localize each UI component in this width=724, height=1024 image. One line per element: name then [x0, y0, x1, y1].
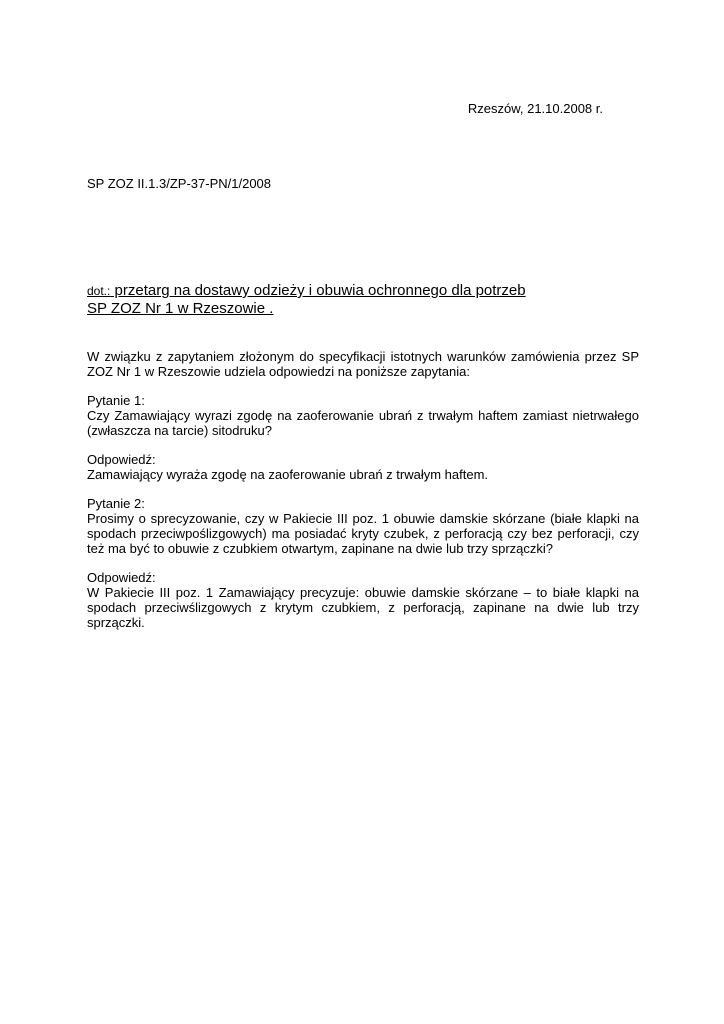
intro-paragraph: W związku z zapytaniem złożonym do specyfikacji istotnych warunków zamówienia przez SP ZOZ Nr 1 w Rzeszowie udziela odpowiedzi na poniższe zapytania: [87, 349, 639, 379]
question-1-label: Pytanie 1: [87, 393, 145, 408]
answer-2-label: Odpowiedź: [87, 570, 156, 585]
answer-1 [87, 452, 639, 482]
reference-number: SP ZOZ II.1.3/ZP-37-PN/1/2008 [87, 176, 272, 191]
answer-2-text: W Pakiecie III poz. 1 Zamawiający precyzuje: obuwie damskie skórzane – to białe klapki na spodach przeciwślizgowych z krytym czubkiem, z perforacją, zapinane na dwie lub trzy sprzączki. [87, 585, 639, 630]
answer-2 [87, 570, 639, 630]
question-1 [87, 393, 639, 438]
answer-1-text: Zamawiający wyraża zgodę na zaoferowanie ubrań z trwałym haftem. [87, 467, 489, 482]
question-2-text: Prosimy o sprecyzowanie, czy w Pakiecie III poz. 1 obuwie damskie skórzane (białe klapki na spodach przeciwpoślizgowych) ma posiadać kryty czubek, z perforacją czy bez perforacji, czy też ma być to obuwie z czubkiem otwartym, zapinane na dwie lub trzy sprzączki? [87, 511, 639, 556]
subject-prefix: dot.: [87, 284, 111, 298]
subject-line-1: przetarg na dostawy odzieży i obuwia ochronnego dla potrzeb [110, 282, 526, 299]
subject-line-2: SP ZOZ Nr 1 w Rzeszowie . [87, 300, 274, 317]
question-2-label: Pytanie 2: [87, 496, 145, 511]
answer-1-label: Odpowiedź: [87, 452, 156, 467]
subject-block [87, 282, 647, 317]
document-body [87, 349, 639, 644]
place-and-date: Rzeszów, 21.10.2008 r. [467, 101, 603, 116]
question-1-text: Czy Zamawiający wyrazi zgodę na zaoferowanie ubrań z trwałym haftem zamiast nietrwałego (zwłaszcza na tarcie) sitodruku? [87, 408, 639, 438]
question-2 [87, 496, 639, 556]
